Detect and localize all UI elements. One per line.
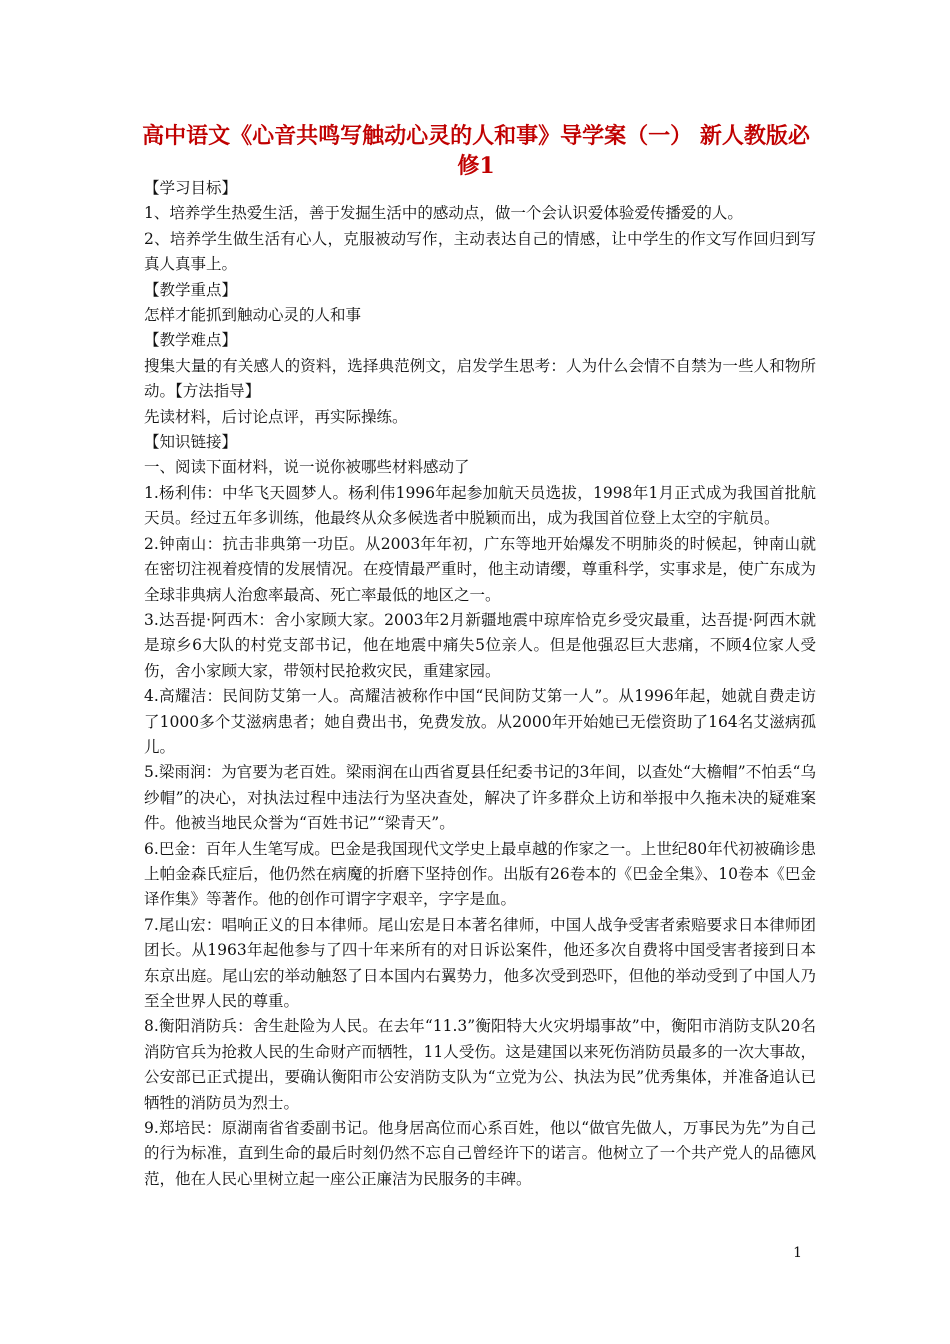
reading-intro: 一、阅读下面材料，说一说你被哪些材料感动了 [144, 458, 470, 477]
knowledge-heading: 【知识链接】 [144, 433, 238, 452]
material-item: 6.巴金：百年人生笔写成。巴金是我国现代文学史上最卓越的作家之一。上世纪80年代初被确诊患上帕金森氏症后，他仍然在病魔的折磨下坚持创作。出版有26卷本的《巴金全集》、10卷本《巴金译作集》等著作。他的创作可谓字字艰辛，字字是血。 [144, 839, 816, 909]
material-item: 9.郑培民：原湖南省省委副书记。他身居高位而心系百姓，他以“做官先做人，万事民为先”为自己的行为标准，直到生命的最后时刻仍然不忘自己曾经许下的诺言。他树立了一个共产党人的品德风范，他在人民心里树立起一座公正廉洁为民服务的丰碑。 [144, 1119, 816, 1188]
material-item: 2.钟南山：抗击非典第一功臣。从2003年年初，广东等地开始爆发不明肺炎的时候起，钟南山就在密切注视着疫情的发展情况。在疫情最严重时，他主动请缨，尊重科学，实事求是，使广东成为全球非典病人治愈率最高、死亡率最低的地区之一。 [144, 534, 816, 604]
objective-1: 1、培养学生热爱生活，善于发掘生活中的感动点，做一个会认识爱体验爱传播爱的人。 [144, 204, 743, 223]
material-item: 7.尾山宏：唱响正义的日本律师。尾山宏是日本著名律师，中国人战争受害者索赔要求日本律师团团长。从1963年起他参与了四十年来所有的对日诉讼案件，他还多次自费将中国受害者接到日本东京出庭。尾山宏的举动触怒了日本国内右翼势力，他多次受到恐吓，但他的举动受到了中国人乃至全世界人民的尊重。 [144, 915, 816, 1010]
focus-text: 怎样才能抓到触动心灵的人和事 [144, 306, 362, 325]
material-item: 5.梁雨润：为官要为老百姓。梁雨润在山西省夏县任纪委书记的3年间，以查处“大檐帽”不怕丢“乌纱帽”的决心，对执法过程中违法行为坚决查处，解决了许多群众上访和举报中久拖未决的疑难案件。他被当地民众誉为“百姓书记”“梁青天”。 [144, 763, 816, 833]
objectives-heading: 【学习目标】 [144, 179, 238, 197]
material-item: 8.衡阳消防兵：舍生赴险为人民。在去年“11.3”衡阳特大火灾坍塌事故”中，衡阳市消防支队20名消防官兵为抢救人民的生命财产而牺牲，11人受伤。这是建国以来死伤消防员最多的一次大事故，公安部已正式提出，要确认衡阳市公安消防支队为“立党为公、执法为民”优秀集体，并准备追认已牺牲的消防员为烈士。 [144, 1017, 816, 1112]
focus-heading: 【教学重点】 [144, 280, 238, 299]
objective-2: 2、培养学生做生活有心人，克服被动写作，主动表达自己的情感，让中学生的作文写作回归到写真人真事上。 [144, 229, 816, 274]
material-item: 4.高耀洁：民间防艾第一人。高耀洁被称作中国“民间防艾第一人”。从1996年起，她就自费走访了1000多个艾滋病患者；她自费出书，免费发放。从2000年开始她已无偿资助了164名艾滋病孤儿。 [144, 687, 816, 756]
material-item: 3.达吾提·阿西木：舍小家顾大家。2003年2月新疆地震中琼库恰克乡受灾最重，达吾提·阿西木就是琼乡6大队的村党支部书记，他在地震中痛失5位亲人。但是他强忍巨大悲痛，不顾4位家人受伤，舍小家顾大家，带领村民抢救灾民，重建家园。 [144, 610, 816, 680]
page-number: 1 [793, 1245, 802, 1261]
document-title: 高中语文《心音共鸣写触动心灵的人和事》导学案（一） 新人教版必修1 [142, 123, 810, 179]
document-body [144, 176, 816, 1192]
difficulty-heading: 【教学难点】 [144, 331, 238, 350]
method-text: 先读材料，后讨论点评，再实际操练。 [144, 407, 408, 426]
material-item: 1.杨利伟：中华飞天圆梦人。杨利伟1996年起参加航天员选拔，1998年1月正式成为我国首批航天员。经过五年多训练，他最终从众多候选者中脱颖而出，成为我国首位登上太空的宇航员。 [144, 483, 816, 528]
difficulty-text: 搜集大量的有关感人的资料，选择典范例文，启发学生思考：人为什么会情不自禁为一些人和物所动。【方法指导】 [144, 356, 816, 401]
